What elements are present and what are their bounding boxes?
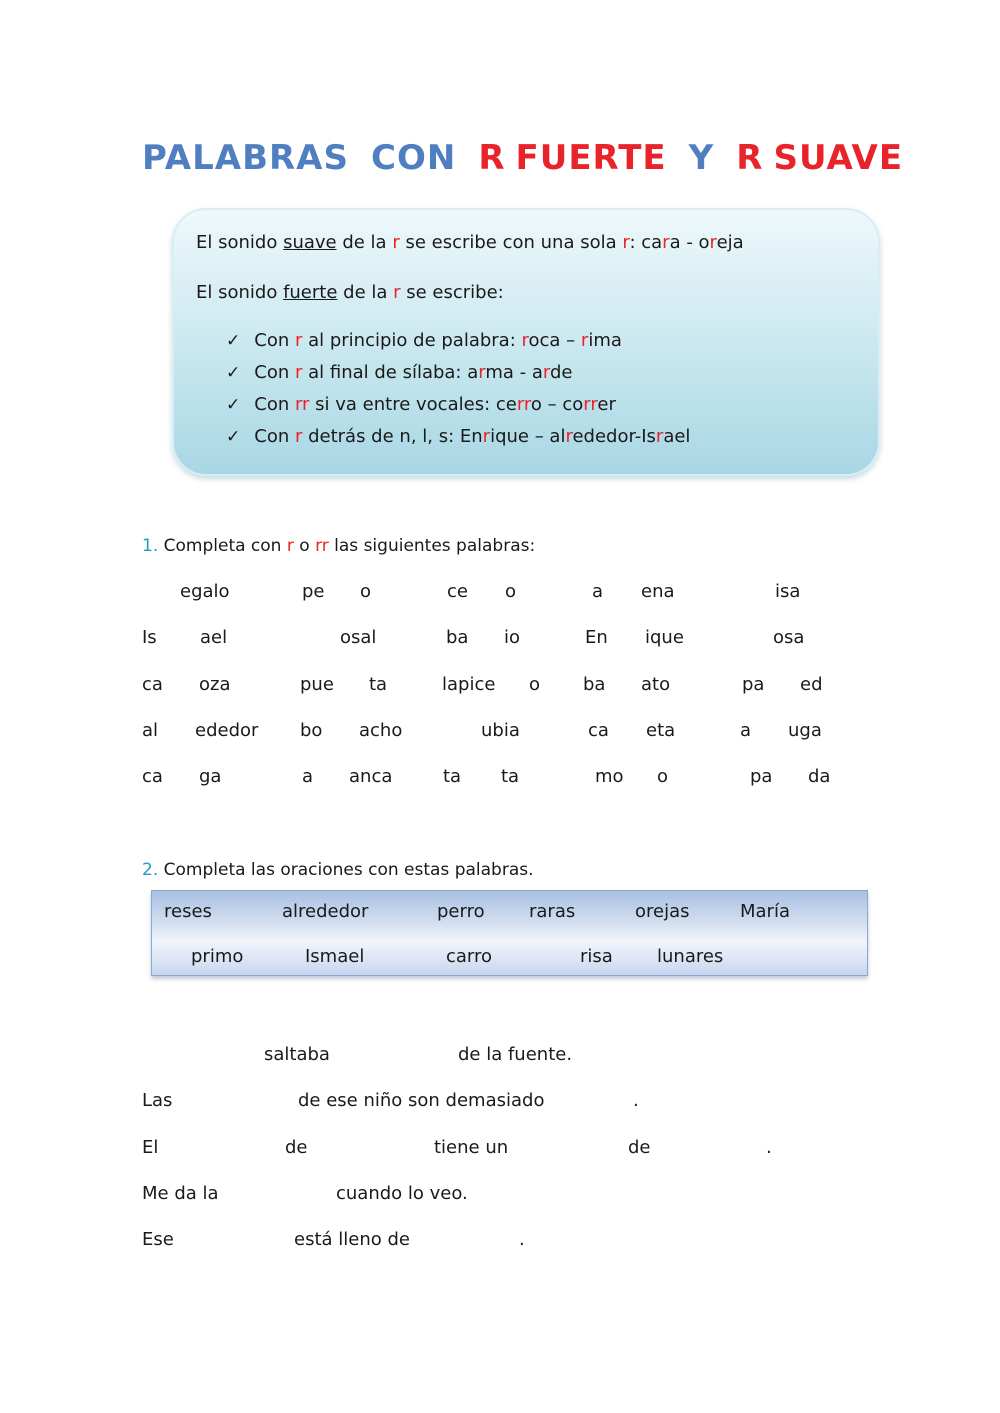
word-fragment: ato	[641, 674, 671, 695]
sentence-fragment: El	[142, 1137, 159, 1158]
sentence-fragment: Me da la	[142, 1183, 219, 1204]
word-fragment: Is	[142, 627, 157, 648]
sentence-fragment: saltaba	[264, 1044, 330, 1065]
word-fragment: ubia	[481, 720, 520, 741]
bank-word: orejas	[635, 901, 690, 922]
word-fragment: egalo	[180, 581, 230, 602]
sentence-fragment: de	[285, 1137, 308, 1158]
check-icon: ✓	[226, 427, 241, 447]
sentence-fragment: Las	[142, 1090, 173, 1111]
word-fragment: mo	[595, 766, 624, 787]
word-fragment: ael	[200, 627, 228, 648]
sentence-fragment: .	[766, 1137, 772, 1158]
word-fragment: o	[529, 674, 541, 695]
word-fragment: ba	[583, 674, 606, 695]
bank-word: reses	[164, 901, 212, 922]
word-fragment: da	[808, 766, 831, 787]
check-icon: ✓	[226, 363, 241, 383]
word-fragment: ce	[447, 581, 468, 602]
word-fragment: ed	[800, 674, 823, 695]
sentence-fragment: está lleno de	[294, 1229, 410, 1250]
word-fragment: ga	[199, 766, 222, 787]
rule-item: ✓ Con r al principio de palabra: roca – rima	[226, 330, 622, 351]
word-fragment: En	[585, 627, 608, 648]
word-fragment: eta	[646, 720, 676, 741]
sentence-fragment: .	[519, 1229, 525, 1250]
word-fragment: ba	[446, 627, 469, 648]
sentence-fragment: tiene un	[434, 1137, 509, 1158]
word-fragment: pa	[750, 766, 773, 787]
word-fragment: oza	[199, 674, 231, 695]
word-fragment: o	[505, 581, 517, 602]
word-fragment: anca	[349, 766, 393, 787]
sentence-fragment: cuando lo veo.	[336, 1183, 468, 1204]
title-word: FUERTE	[515, 138, 667, 178]
word-fragment: o	[360, 581, 372, 602]
title-word: Y	[688, 138, 715, 178]
bank-word: María	[740, 901, 790, 922]
word-fragment: ca	[588, 720, 609, 741]
sentence-fragment: de	[628, 1137, 651, 1158]
word-fragment: al	[142, 720, 159, 741]
bank-word: Ismael	[305, 946, 365, 967]
exercise-2-instruction: 2. Completa las oraciones con estas palabras.	[142, 860, 534, 880]
exercise-1-instruction: 1. Completa con r o rr las siguientes palabras:	[142, 536, 536, 556]
word-fragment: ca	[142, 674, 163, 695]
bank-word: perro	[437, 901, 485, 922]
title-word: SUAVE	[773, 138, 904, 178]
sentence-fragment: de ese niño son demasiado	[298, 1090, 545, 1111]
word-fragment: acho	[359, 720, 403, 741]
word-fragment: osa	[773, 627, 805, 648]
title-word: R	[736, 138, 764, 178]
word-fragment: ena	[641, 581, 675, 602]
bank-word: primo	[191, 946, 244, 967]
check-icon: ✓	[226, 331, 241, 351]
check-icon: ✓	[226, 395, 241, 415]
word-fragment: pe	[302, 581, 325, 602]
word-fragment: ique	[645, 627, 684, 648]
rule-item: ✓ Con r detrás de n, l, s: Enrique – alrededor-Israel	[226, 426, 691, 447]
word-fragment: bo	[300, 720, 323, 741]
word-fragment: pue	[300, 674, 334, 695]
word-fragment: ca	[142, 766, 163, 787]
sentence-fragment: .	[633, 1090, 639, 1111]
word-fragment: a	[302, 766, 314, 787]
word-fragment: uga	[788, 720, 822, 741]
word-fragment: ta	[443, 766, 462, 787]
bank-word: alrededor	[282, 901, 369, 922]
word-fragment: ta	[369, 674, 388, 695]
title-word: R	[478, 138, 506, 178]
page-title	[142, 138, 903, 178]
word-fragment: a	[592, 581, 604, 602]
word-fragment: ta	[501, 766, 520, 787]
bank-word: lunares	[657, 946, 724, 967]
rule-suave: El sonido suave de la r se escribe con una sola r: cara - oreja	[196, 232, 744, 253]
title-word: CON	[371, 138, 457, 178]
word-fragment: ededor	[195, 720, 259, 741]
bank-word: carro	[446, 946, 493, 967]
word-fragment: a	[740, 720, 752, 741]
bank-word: raras	[529, 901, 576, 922]
word-fragment: o	[657, 766, 669, 787]
rule-item: ✓ Con rr si va entre vocales: cerro – correr	[226, 394, 616, 415]
sentence-fragment: Ese	[142, 1229, 174, 1250]
sentence-fragment: de la fuente.	[458, 1044, 573, 1065]
word-fragment: isa	[775, 581, 801, 602]
word-fragment: io	[504, 627, 521, 648]
word-fragment: pa	[742, 674, 765, 695]
bank-word: risa	[580, 946, 613, 967]
word-fragment: osal	[340, 627, 377, 648]
rule-fuerte: El sonido fuerte de la r se escribe:	[196, 282, 504, 303]
title-word: PALABRAS	[142, 138, 349, 178]
word-fragment: lapice	[442, 674, 496, 695]
rule-item: ✓ Con r al final de sílaba: arma - arde	[226, 362, 573, 383]
